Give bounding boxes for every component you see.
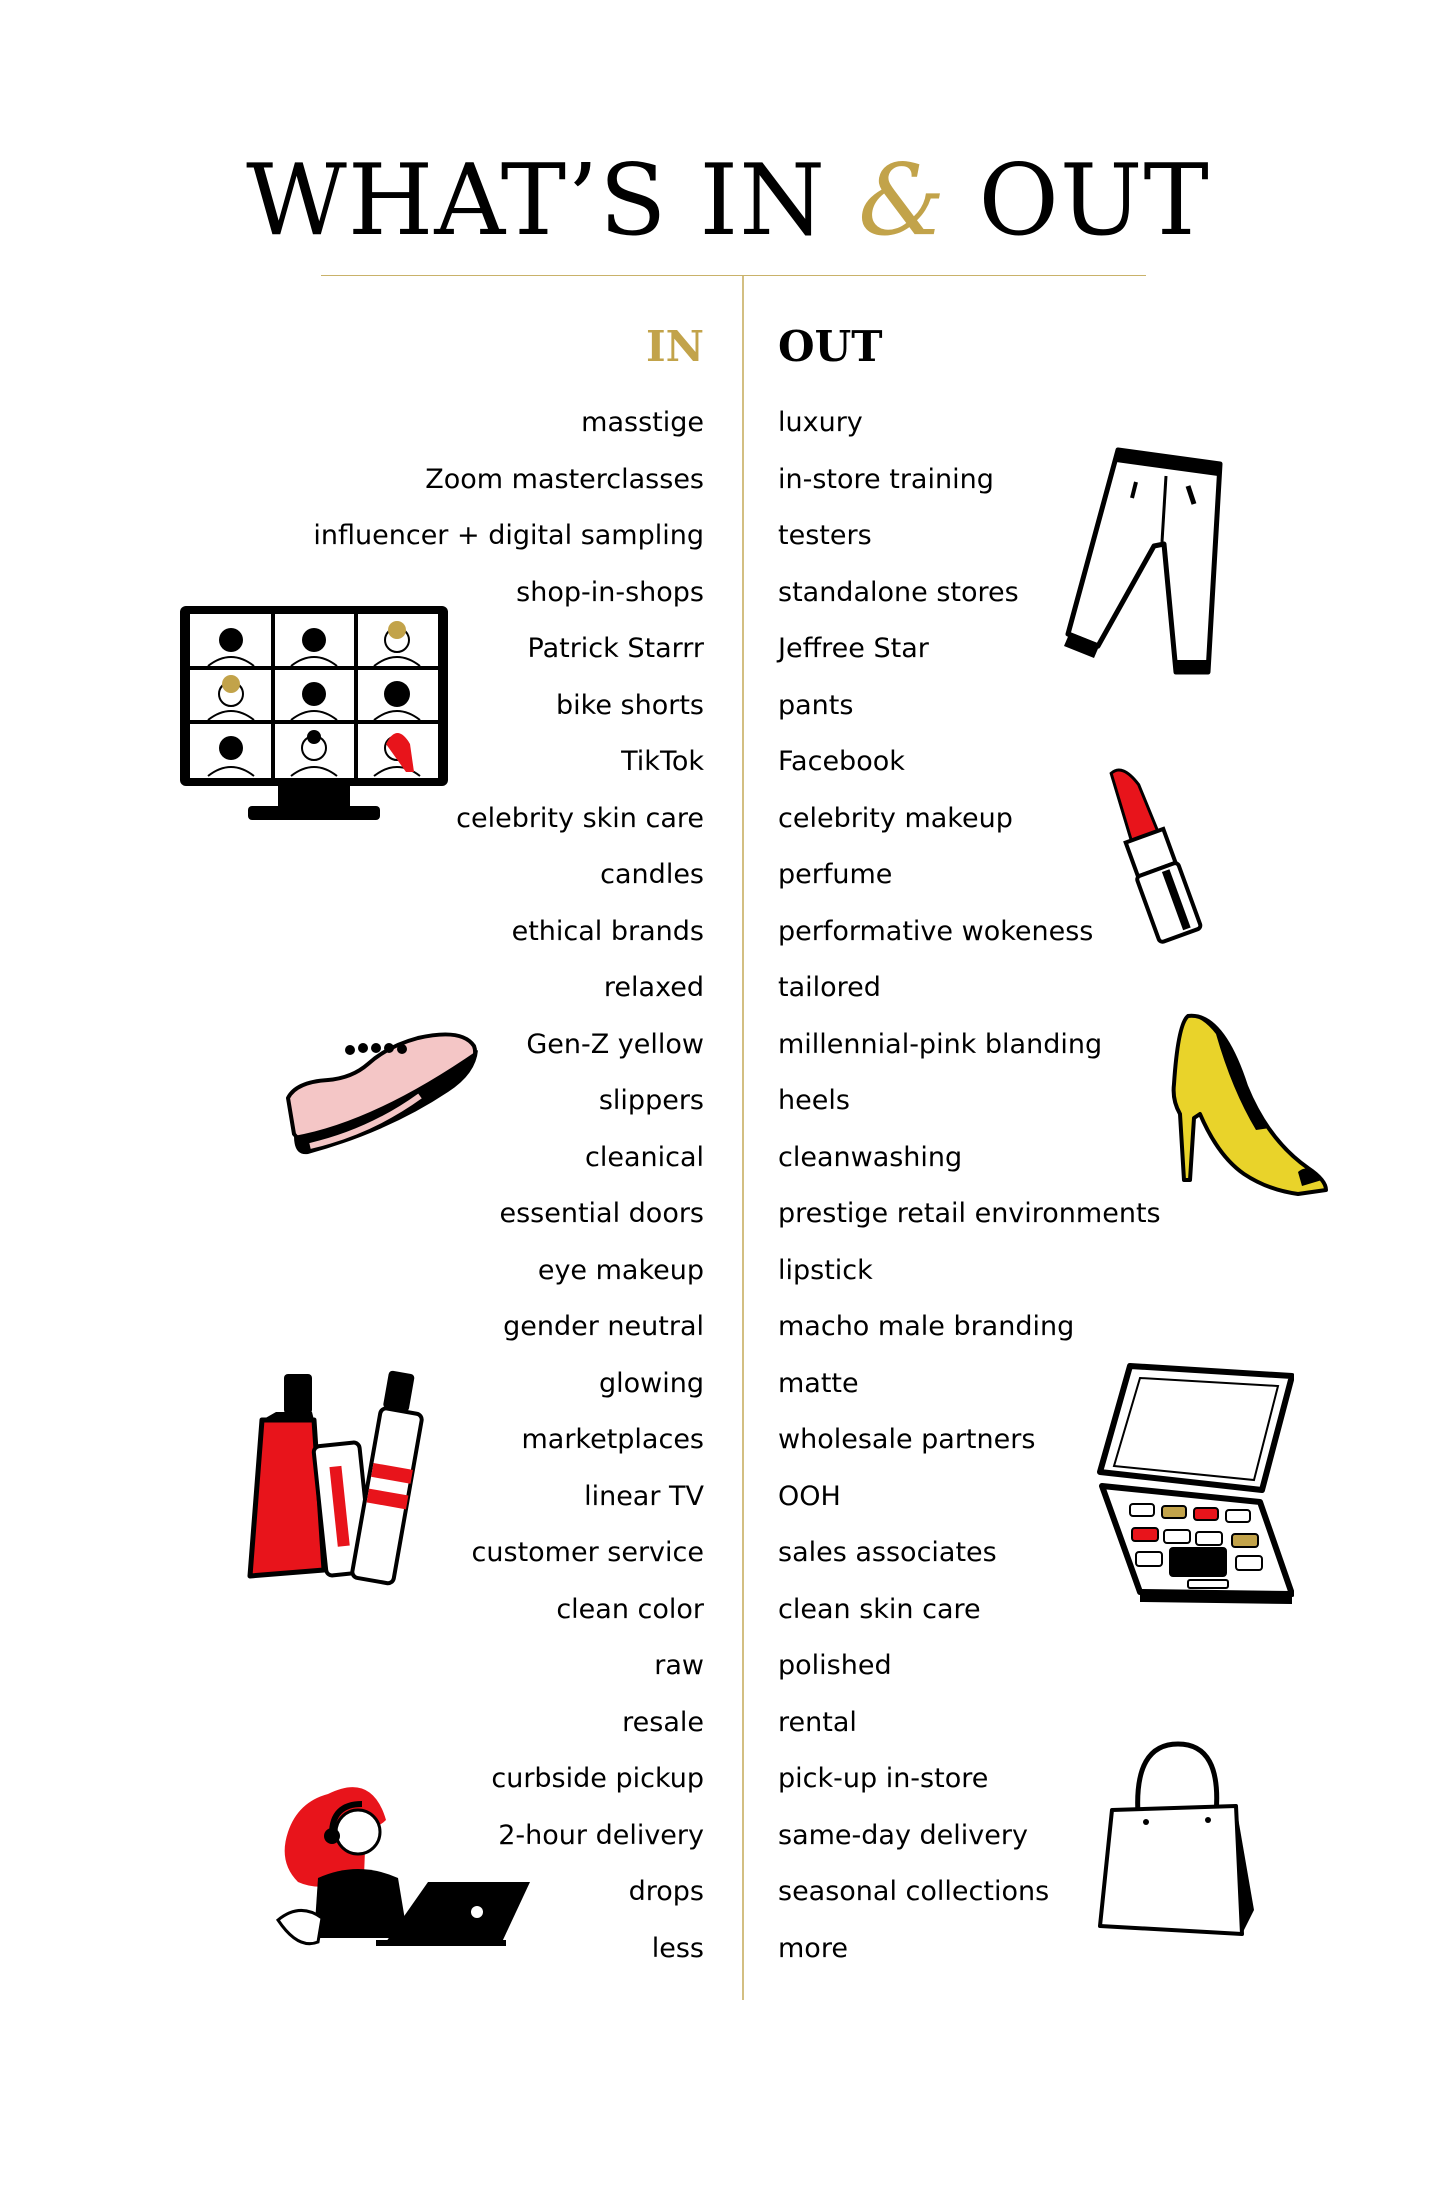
title-part-2: OUT bbox=[946, 144, 1210, 258]
out-list-item: prestige retail environments bbox=[778, 1198, 1161, 1229]
in-list-item: curbside pickup bbox=[491, 1763, 704, 1794]
shopping-bag-illustration bbox=[1092, 1740, 1264, 1940]
title-part-1: WHAT’S IN bbox=[246, 144, 859, 258]
column-divider bbox=[742, 276, 744, 2000]
out-list-item: polished bbox=[778, 1650, 892, 1681]
in-list-item: relaxed bbox=[603, 972, 704, 1003]
in-list-item: linear TV bbox=[584, 1480, 704, 1512]
in-list-item: cleanical bbox=[584, 1141, 704, 1173]
video-call-monitor-illustration bbox=[178, 604, 450, 826]
out-list-item: same-day delivery bbox=[778, 1819, 1028, 1851]
in-heading: IN bbox=[645, 322, 704, 371]
out-list-item: celebrity makeup bbox=[778, 802, 1013, 834]
out-list-item: pick-up in-store bbox=[778, 1763, 989, 1794]
sneaker-illustration bbox=[280, 1028, 480, 1163]
high-heel-illustration bbox=[1158, 1002, 1334, 1202]
in-list-item: eye makeup bbox=[537, 1254, 704, 1286]
out-list-item: tailored bbox=[778, 972, 881, 1003]
pants-illustration bbox=[1058, 446, 1228, 686]
lipstick-illustration bbox=[1100, 755, 1210, 945]
in-list-item: Patrick Starrr bbox=[527, 633, 704, 664]
in-list-item: essential doors bbox=[499, 1198, 704, 1229]
out-list-item: rental bbox=[778, 1706, 857, 1738]
in-list-item: 2-hour delivery bbox=[498, 1819, 704, 1851]
title-divider bbox=[321, 275, 1146, 276]
out-list-item: testers bbox=[778, 520, 872, 551]
out-list-item: clean skin care bbox=[778, 1593, 981, 1625]
in-list-item: less bbox=[651, 1932, 704, 1964]
in-list-item: gender neutral bbox=[503, 1311, 704, 1342]
in-list-item: marketplaces bbox=[521, 1424, 704, 1455]
out-list-item: Facebook bbox=[778, 746, 905, 777]
in-list-item: glowing bbox=[599, 1367, 704, 1399]
page-title bbox=[0, 146, 1456, 256]
in-list-item: ethical brands bbox=[511, 915, 704, 947]
in-list-item: candles bbox=[600, 859, 704, 890]
out-list-item: lipstick bbox=[778, 1254, 873, 1286]
customer-service-agent-illustration bbox=[258, 1782, 534, 1960]
out-list-item: pants bbox=[778, 689, 854, 721]
in-list-item: raw bbox=[654, 1650, 704, 1681]
out-list-item: performative wokeness bbox=[778, 915, 1094, 947]
out-list-item: millennial-pink blanding bbox=[778, 1028, 1103, 1060]
cosmetic-tubes-illustration bbox=[238, 1370, 428, 1590]
out-list-item: standalone stores bbox=[778, 576, 1019, 608]
eyeshadow-palette-illustration bbox=[1096, 1362, 1294, 1606]
in-list-item: Gen-Z yellow bbox=[526, 1028, 704, 1060]
in-list-item: resale bbox=[622, 1706, 704, 1738]
out-list-item: macho male branding bbox=[778, 1311, 1075, 1342]
out-list-item: sales associates bbox=[778, 1537, 997, 1568]
in-list-item: slippers bbox=[598, 1085, 704, 1116]
in-list-item: customer service bbox=[471, 1537, 704, 1568]
in-list-item: influencer + digital sampling bbox=[313, 520, 704, 551]
out-list-item: heels bbox=[778, 1085, 850, 1116]
out-list-item: matte bbox=[778, 1367, 859, 1399]
in-list-item: shop-in-shops bbox=[516, 576, 704, 608]
title-ampersand: & bbox=[858, 144, 947, 258]
in-list-item: drops bbox=[628, 1876, 704, 1907]
out-list-item: perfume bbox=[778, 859, 893, 890]
out-list-item: OOH bbox=[778, 1480, 841, 1512]
in-list-item: masstige bbox=[581, 407, 704, 438]
out-list-item: Jeffree Star bbox=[778, 633, 929, 664]
in-list-item: clean color bbox=[556, 1593, 704, 1625]
out-list-item: cleanwashing bbox=[778, 1141, 963, 1173]
out-list-item: in-store training bbox=[778, 463, 994, 495]
in-list-item: Zoom masterclasses bbox=[425, 463, 704, 495]
out-heading: OUT bbox=[778, 322, 883, 371]
out-list-item: seasonal collections bbox=[778, 1876, 1050, 1907]
out-list-item: more bbox=[778, 1932, 848, 1964]
in-list-item: TikTok bbox=[621, 746, 704, 777]
in-list-item: celebrity skin care bbox=[456, 802, 704, 834]
out-list-item: wholesale partners bbox=[778, 1424, 1036, 1455]
out-list-item: luxury bbox=[778, 407, 863, 438]
in-list-item: bike shorts bbox=[556, 689, 704, 721]
